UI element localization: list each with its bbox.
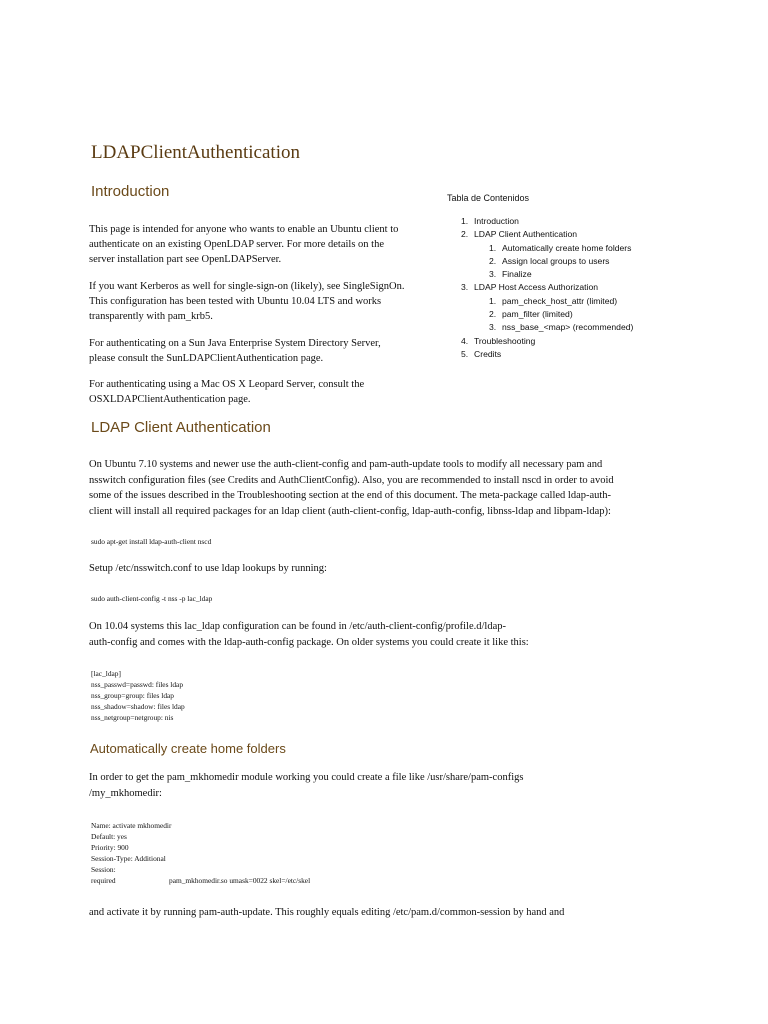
toc-item-label[interactable]: pam_check_host_attr (limited) xyxy=(502,295,618,306)
page-title: LDAPClientAuthentication xyxy=(91,142,300,163)
toc-item[interactable] xyxy=(461,215,633,228)
toc-item-label[interactable]: nss_base_<map> (recommended) xyxy=(502,322,634,333)
toc-item-label[interactable]: LDAP Client Authentication xyxy=(474,229,578,240)
toc-item-number: 3. xyxy=(489,269,497,280)
intro-paragraph-3: For authenticating on a Sun Java Enterprise System Directory Server, please consult the SunLDAPClientAuthentication page. xyxy=(89,338,381,364)
toc-item[interactable] xyxy=(461,255,633,268)
toc-item[interactable] xyxy=(461,308,633,321)
home-folders-paragraph-1: In order to get the pam_mkhomedir module working you could create a file like /usr/share/pam-configs /my_mkhomedir: xyxy=(89,772,524,799)
toc-item-number: 2. xyxy=(489,309,497,320)
toc-item-number: 1. xyxy=(489,242,497,253)
ldap-client-paragraph-2: Setup /etc/nsswitch.conf to use ldap lookups by running: xyxy=(89,563,327,574)
intro-paragraph-1: This page is intended for anyone who wants to enable an Ubuntu client to authenticate on an existing OpenLDAP server. For more details on the server installation part see OpenLDAPServer. xyxy=(89,224,399,265)
introduction-heading: Introduction xyxy=(91,183,170,200)
toc-item-label[interactable]: Automatically create home folders xyxy=(502,242,632,253)
toc-item[interactable] xyxy=(461,348,633,361)
toc-item-label[interactable]: Troubleshooting xyxy=(474,335,536,346)
intro-paragraph-2: If you want Kerberos as well for single-sign-on (likely), see SingleSignOn. This configuration has been tested with Ubuntu 10.04 LTS and works transparently with pam_krb5. xyxy=(89,281,405,322)
toc-item-number: 1. xyxy=(489,295,497,306)
toc-item[interactable] xyxy=(461,295,633,308)
ldap-client-paragraph-1: On Ubuntu 7.10 systems and newer use the auth-client-config and pam-auth-update tools to modify all necessary pam and nsswitch configuration files (see Credits and AuthClientConfig). Also, you are recommended to install nscd in order to avoid some of the issues described in the Troubleshooting section at the end of this document. The meta-package called ldap-auth- client will install all required packages for an ldap client (auth-client-config, ldap-auth-config, libnss-ldap and libpam-ldap): xyxy=(89,459,614,517)
home-folders-paragraph-2: and activate it by running pam-auth-update. This roughly equals editing /etc/pam.d/common-session by hand and xyxy=(89,907,565,918)
code-lac-ldap: [lac_ldap] nss_passwd=passwd: files ldap nss_group=group: files ldap nss_shadow=shadow: files ldap nss_netgroup=netgroup: nis xyxy=(91,669,185,722)
toc-item[interactable] xyxy=(461,242,633,255)
ldap-client-paragraph-3: On 10.04 systems this lac_ldap configuration can be found in /etc/auth-client-config/profile.d/ldap- auth-config and comes with the ldap-auth-config package. On older systems you could create it like this: xyxy=(89,621,529,648)
toc-item-number: 4. xyxy=(461,335,469,346)
toc-item-number: 2. xyxy=(489,255,497,266)
toc-item-number: 1. xyxy=(461,216,469,226)
intro-paragraph-4: For authenticating using a Mac OS X Leopard Server, consult the OSXLDAPClientAuthentication page. xyxy=(89,379,365,405)
home-folders-heading: Automatically create home folders xyxy=(90,741,286,756)
toc-item-number: 5. xyxy=(461,348,469,359)
toc-item[interactable] xyxy=(461,228,633,241)
toc-item[interactable] xyxy=(461,335,633,348)
toc-item[interactable] xyxy=(461,281,633,294)
toc-item-label[interactable]: LDAP Host Access Authorization xyxy=(474,282,599,293)
toc-item-number: 2. xyxy=(461,229,469,240)
toc-item-label[interactable]: Finalize xyxy=(502,269,532,280)
code-auth-client-config: sudo auth-client-config -t nss -p lac_ldap xyxy=(91,594,213,603)
toc-item-label[interactable]: Assign local groups to users xyxy=(502,255,610,266)
toc-item-number: 3. xyxy=(489,322,497,333)
toc-item-label[interactable]: Introduction xyxy=(474,216,519,226)
toc-title: Tabla de Contenidos xyxy=(447,193,530,203)
toc-item[interactable] xyxy=(461,268,633,281)
table-of-contents xyxy=(461,215,633,361)
toc-item-label[interactable]: pam_filter (limited) xyxy=(502,309,573,320)
ldap-client-heading: LDAP Client Authentication xyxy=(91,419,271,436)
code-install: sudo apt-get install ldap-auth-client nscd xyxy=(91,537,212,546)
toc-item-label[interactable]: Credits xyxy=(474,348,502,359)
toc-item[interactable] xyxy=(461,321,633,334)
toc-item-number: 3. xyxy=(461,282,469,293)
code-mkhomedir: Name: activate mkhomedir Default: yes Priority: 900 Session-Type: Additional Session: required pam_mkhomedir.so umask=0022 skel=/etc/skel xyxy=(91,821,311,885)
